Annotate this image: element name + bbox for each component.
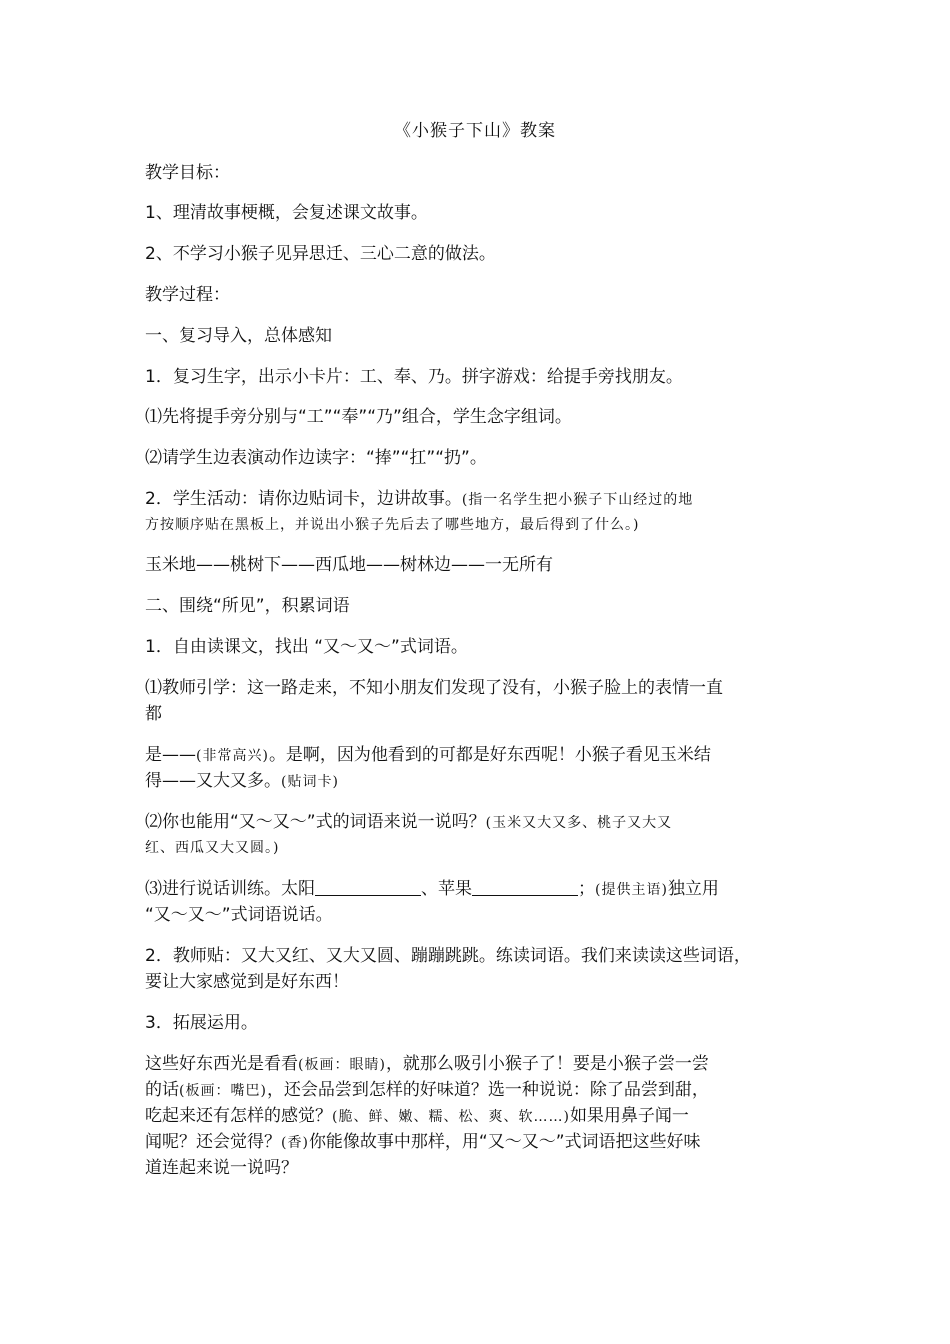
text-part: 、苹果 xyxy=(421,879,472,899)
text-part: 得——又大又多。 xyxy=(145,771,281,791)
text-part: ⑶进行说话训练。太阳 xyxy=(145,879,315,899)
section-1-item-2 xyxy=(145,486,815,513)
paragraph-line-3 xyxy=(145,1103,815,1130)
teacher-note: (指一名学生把小猴子下山经过的地 xyxy=(461,492,694,508)
section-2-heading: 二、围绕“所见”，积累词语 xyxy=(145,596,350,616)
section-2-sub-2 xyxy=(145,809,815,836)
page-title: 《小猴子下山》教案 xyxy=(394,121,556,141)
section-2-item-3: 3．拓展运用。 xyxy=(145,1013,258,1033)
teacher-note: (玉米又大又多、桃子又大又 xyxy=(485,815,673,831)
fill-blank-line xyxy=(472,877,578,896)
text-part: 吃起来还有怎样的感觉？ xyxy=(145,1106,332,1126)
section-2-sub-1-line-4 xyxy=(145,768,815,795)
fill-blank-line xyxy=(315,877,421,896)
section-2-item-2: 2．教师贴：又大又红、又大又圆、蹦蹦跳跳。练读词语。我们来读读这些词语， xyxy=(145,946,751,966)
text-part: 的话 xyxy=(145,1080,179,1100)
section-2-sub-3-continued: “又～又～”式词语说话。 xyxy=(145,905,333,925)
paragraph-line-5: 道连起来说一说吗？ xyxy=(145,1158,298,1178)
section-2-sub-2-note-continued: 红、西瓜又大又圆。) xyxy=(145,840,280,856)
section-2-item-1: 1．自由读课文，找出 “又～又～”式词语。 xyxy=(145,637,468,657)
teacher-note: (非常高兴) xyxy=(196,748,269,764)
text-part: ，还会品尝到怎样的好味道？选一种说说：除了品尝到甜， xyxy=(266,1080,709,1100)
section-1-heading: 一、复习导入，总体感知 xyxy=(145,326,332,346)
text-part: ⑵你也能用“又～又～”式的词语来说一说吗？ xyxy=(145,812,486,832)
text-part: 独立用 xyxy=(667,879,719,899)
teacher-note: (脆、鲜、嫩、糯、松、爽、软……) xyxy=(332,1109,570,1125)
paragraph-line-4 xyxy=(145,1129,815,1156)
goal-item-2: 2、不学习小猴子见异思迁、三心二意的做法。 xyxy=(145,244,496,264)
paragraph-line-2 xyxy=(145,1077,815,1104)
route-line: 玉米地——桃树下——西瓜地——树林边——一无所有 xyxy=(145,555,553,575)
text-part: 这些好东西光是看看 xyxy=(145,1054,298,1074)
section-1-sub-2: ⑵请学生边表演动作边读字：“捧”“扛”“扔”。 xyxy=(145,448,487,468)
section-2-sub-1: ⑴教师引学：这一路走来，不知小朋友们发现了没有，小猴子脸上的表情一直 xyxy=(145,678,723,698)
section-1-item-1: 1．复习生字，出示小卡片：工、奉、乃。拼字游戏：给提手旁找朋友。 xyxy=(145,367,683,387)
teacher-note: (贴词卡) xyxy=(281,774,339,790)
teacher-note: (提供主语) xyxy=(595,882,668,898)
teacher-note: (板画：眼睛) xyxy=(298,1057,386,1073)
teacher-note-continued: 方按顺序贴在黑板上，并说出小猴子先后去了哪些地方，最后得到了什么。) xyxy=(145,517,640,533)
text-part: 如果用鼻子闻一 xyxy=(569,1106,689,1126)
teacher-note: (板画：嘴巴) xyxy=(179,1083,267,1099)
text-part: ，就那么吸引小猴子了！要是小猴子尝一尝 xyxy=(385,1054,709,1074)
goal-item-1: 1、理清故事梗概，会复述课文故事。 xyxy=(145,203,428,223)
section-1-sub-1: ⑴先将提手旁分别与“工”“奉”“乃”组合，学生念字组词。 xyxy=(145,407,572,427)
section-2-item-2-continued: 要让大家感觉到是好东西！ xyxy=(145,972,349,992)
section-2-sub-3 xyxy=(145,876,815,903)
teacher-note: (香) xyxy=(281,1135,309,1151)
text-part: 。是啊，因为他看到的可都是好东西呢！小猴子看见玉米结 xyxy=(268,745,711,765)
item-text: 2．学生活动：请你边贴词卡，边讲故事。 xyxy=(145,489,462,509)
text-part: 是—— xyxy=(145,745,196,765)
paragraph-line-1 xyxy=(145,1051,815,1078)
section-2-sub-1-continued: 都 xyxy=(145,704,162,724)
section-2-sub-1-line-3 xyxy=(145,742,815,769)
text-part: 闻呢？还会觉得？ xyxy=(145,1132,281,1152)
text-part: ； xyxy=(578,879,595,899)
process-heading: 教学过程： xyxy=(145,285,230,305)
text-part: 你能像故事中那样，用“又～又～”式词语把这些好味 xyxy=(308,1132,701,1152)
goals-heading: 教学目标： xyxy=(145,163,230,183)
